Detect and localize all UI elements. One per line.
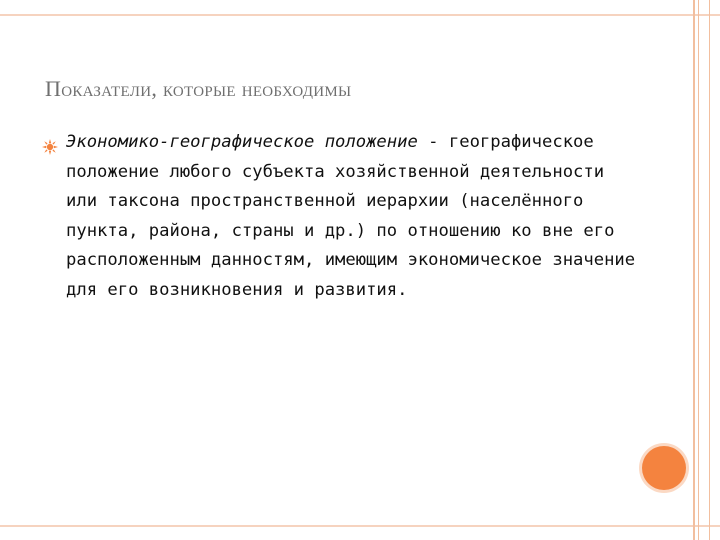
bottom-border (0, 525, 720, 527)
top-border (0, 14, 720, 16)
term: Экономико-географическое положение (66, 132, 418, 152)
decorative-circle (642, 446, 686, 490)
right-frame-line-outer (693, 0, 695, 540)
definition-paragraph (66, 128, 636, 305)
sunburst-bullet-icon (42, 139, 58, 155)
right-frame-line-inner (698, 0, 699, 540)
slide-title: Показатели, которые необходимы (45, 76, 352, 101)
definition-text: - географическое положение любого субъекта хозяйственной деятельности или таксона пространственной иерархии (населённого пункта, района, страны и др.) по отношению ко вне его расположенным данностям, имеющим экономическое значение для его возникновения и развития. (66, 132, 636, 300)
right-frame-line-far (709, 0, 710, 540)
